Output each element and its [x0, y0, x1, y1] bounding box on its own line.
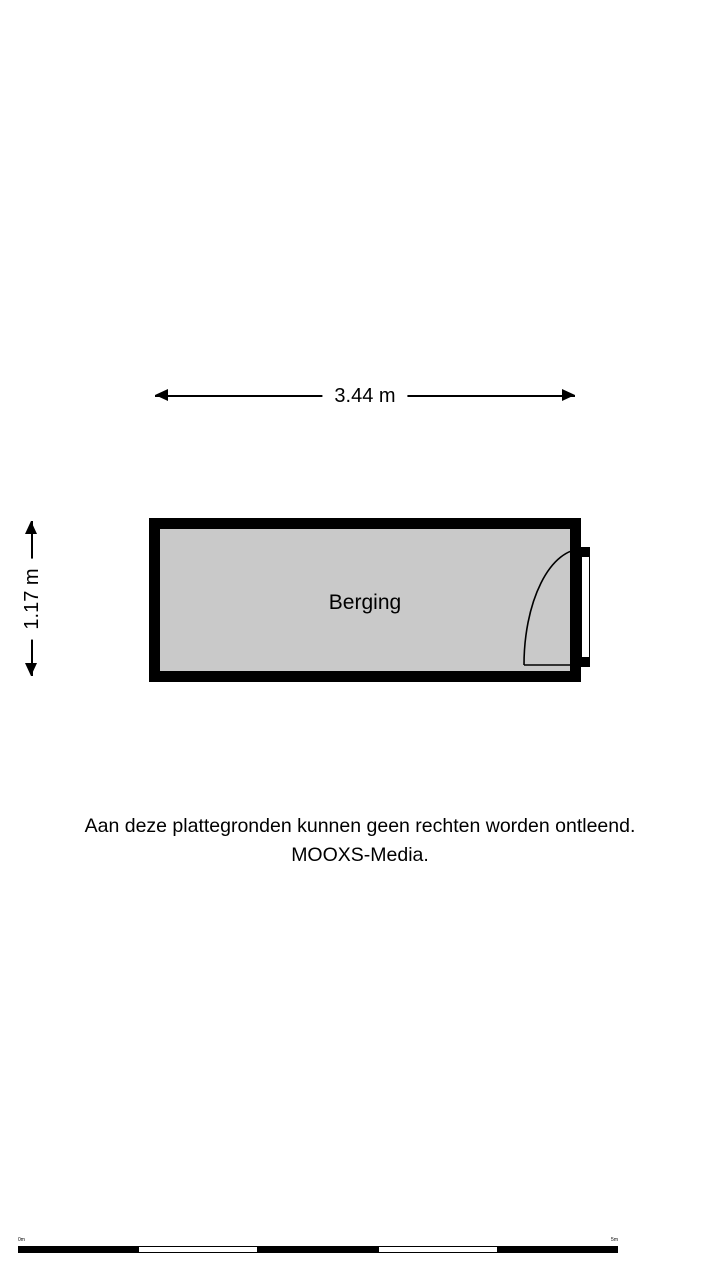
scale-bar-segment — [138, 1246, 258, 1253]
dimension-width-label: 3.44 m — [322, 378, 407, 414]
disclaimer — [0, 812, 720, 870]
scale-bar-segment — [258, 1246, 378, 1253]
disclaimer-line-2: MOOXS-Media. — [291, 844, 429, 866]
dimension-height — [12, 521, 52, 676]
scale-bar-segment — [378, 1246, 498, 1253]
disclaimer-line-1: Aan deze plattegronden kunnen geen rechten worden ontleend. — [84, 815, 636, 837]
dimension-height-label: 1.17 m — [15, 558, 49, 639]
room-berging — [149, 518, 581, 682]
room-berging-label: Berging — [328, 591, 402, 614]
scale-bar — [18, 1237, 618, 1256]
door-right-wall — [568, 547, 590, 667]
door-swing-arc-icon — [524, 549, 584, 667]
dimension-height-arrow-up-icon — [25, 521, 37, 534]
scale-bar-end-label: 5m — [611, 1237, 618, 1243]
dimension-width-arrow-left-icon — [155, 389, 168, 401]
dimension-width — [155, 378, 575, 418]
door-leaf — [581, 547, 590, 667]
door-hinge-bottom — [579, 657, 590, 667]
scale-bar-segment — [18, 1246, 138, 1253]
scale-bar-start-label: 0m — [18, 1237, 25, 1243]
dimension-width-arrow-right-icon — [562, 389, 575, 401]
scale-bar-segment — [498, 1246, 618, 1253]
door-hinge-top — [579, 547, 590, 557]
dimension-height-arrow-down-icon — [25, 663, 37, 676]
